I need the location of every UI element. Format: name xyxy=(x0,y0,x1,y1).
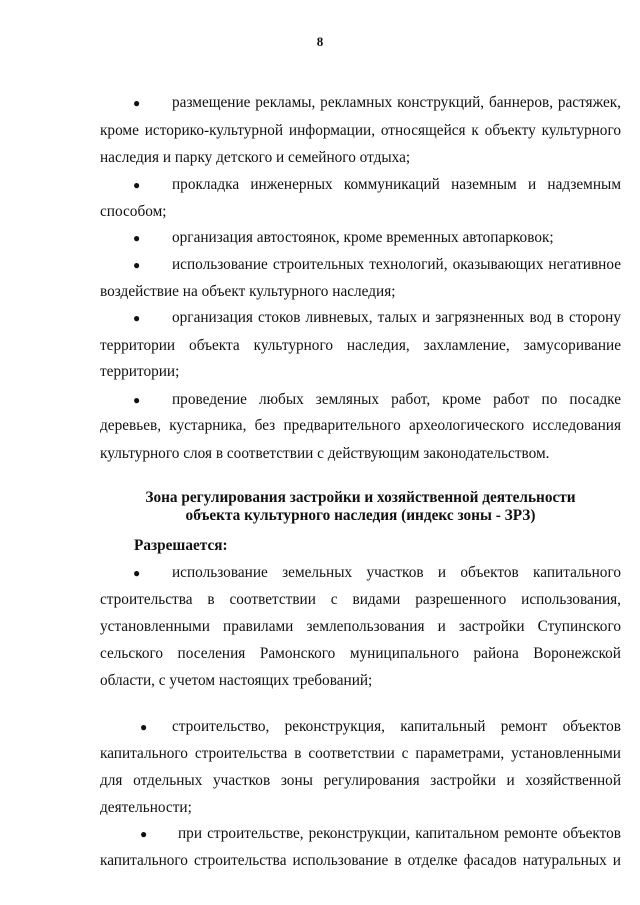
list-item-line: территории; xyxy=(100,363,180,380)
list-item-line: строительства в соответствии с видами разрешенного использования, xyxy=(100,591,621,608)
bullet-icon: ● xyxy=(133,258,141,272)
list-item-line: использование строительных технологий, оказывающих негативное xyxy=(172,256,621,273)
bullet-icon: ● xyxy=(133,231,141,245)
list-item-line: кроме историко-культурной информации, относящейся к объекту культурного xyxy=(100,122,621,139)
list-item-line: наследия и парку детского и семейного отдыха; xyxy=(100,149,411,166)
page-number: 8 xyxy=(316,34,324,49)
bullet-icon: ● xyxy=(133,393,141,407)
list-item-line: деревьев, кустарника, без предварительного археологического исследования xyxy=(100,417,621,434)
list-item-line: территории объекта культурного наследия, захламление, замусоривание xyxy=(100,337,621,354)
section-heading: Зона регулирования застройки и хозяйственной деятельности xyxy=(145,489,576,506)
list-item-line: сельского поселения Рамонского муниципального района Воронежской xyxy=(100,645,621,662)
list-item-line: области, с учетом настоящих требований; xyxy=(100,672,373,689)
list-item-line: строительство, реконструкция, капитальный ремонт объектов xyxy=(172,718,621,735)
list-item-line: воздействие на объект культурного наследия; xyxy=(100,283,396,300)
list-item-line: при строительстве, реконструкции, капитальном ремонте объектов xyxy=(178,825,621,842)
list-item-line: капитального строительства в соответствии с параметрами, установленными xyxy=(100,745,621,762)
list-item-line: размещение рекламы, рекламных конструкций, баннеров, растяжек, xyxy=(172,94,621,111)
section-heading: объекта культурного наследия (индекс зоны - ЗРЗ) xyxy=(185,507,536,524)
list-item-line: организация автостоянок, кроме временных автопарковок; xyxy=(172,229,554,246)
bullet-icon: ● xyxy=(133,178,141,192)
bullet-icon: ● xyxy=(140,827,148,841)
list-item-line: организация стоков ливневых, талых и загрязненных вод в сторону xyxy=(172,309,621,326)
list-item-line: культурного слоя в соответствии с действующим законодательством. xyxy=(100,445,550,462)
bullet-icon: ● xyxy=(140,720,148,734)
list-item-line: прокладка инженерных коммуникаций наземным и надземным xyxy=(172,176,621,193)
list-item-line: способом; xyxy=(100,203,167,220)
bullet-icon: ● xyxy=(133,311,141,325)
list-item-line: деятельности; xyxy=(100,799,192,816)
list-item-line: для отдельных участков зоны регулирования застройки и хозяйственной xyxy=(100,772,621,789)
list-item-line: капитального строительства использование в отделке фасадов натуральных и xyxy=(100,852,621,869)
list-item-line: установленными правилами землепользования и застройки Ступинского xyxy=(100,618,621,635)
list-item-line: использование земельных участков и объектов капитального xyxy=(172,564,621,581)
list-item-line: проведение любых земляных работ, кроме работ по посадке xyxy=(172,391,621,408)
subheading: Разрешается: xyxy=(134,537,228,554)
bullet-icon: ● xyxy=(133,96,141,110)
bullet-icon: ● xyxy=(133,566,141,580)
